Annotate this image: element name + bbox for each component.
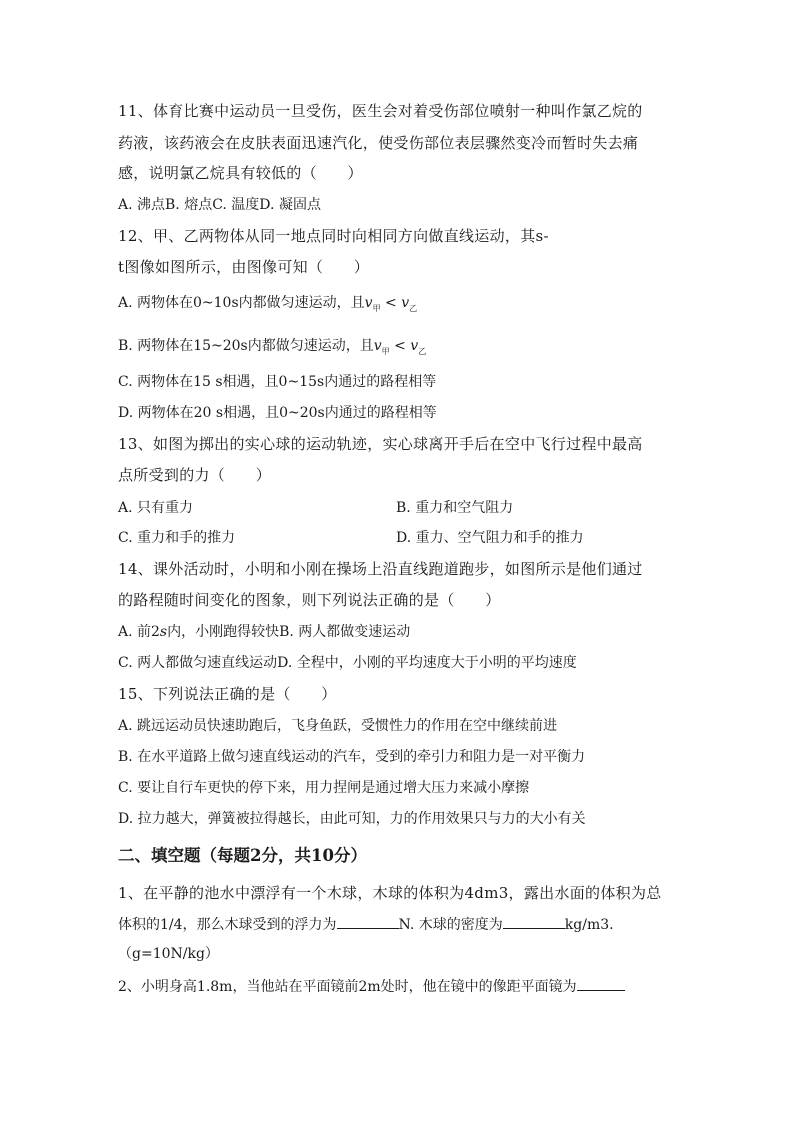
q14-options-cd: C. 两人都做匀速直线运动D. 全程中，小刚的平均速度大于小明的平均速度	[118, 655, 577, 671]
q13-stem-line1: 13、如图为掷出的实心球的运动轨迹，实心球离开手后在空中飞行过程中最高	[118, 435, 643, 453]
q11-stem-line3: 感，说明氯乙烷具有较低的（ ）	[118, 164, 363, 182]
fill1-line3: （g=10N/kg）	[118, 946, 219, 962]
velocity-symbol: $v_甲$	[364, 295, 381, 313]
q15-option-c: C. 要让自行车更快的停下来，用力捏闸是通过增大压力来减小摩擦	[118, 780, 530, 796]
q13-option-c: C. 重力和手的推力	[118, 530, 236, 546]
q11-options: A. 沸点B. 熔点C. 温度D. 凝固点	[118, 197, 321, 213]
q14-stem-line2: 的路程随时间变化的图象，则下列说法正确的是（ ）	[118, 591, 501, 609]
q15-option-b: B. 在水平道路上做匀速直线运动的汽车，受到的牵引力和阻力是一对平衡力	[118, 749, 586, 765]
q12-option-d: D. 两物体在20 s相遇，且0~20s内通过的路程相等	[118, 405, 437, 421]
section-heading: 二、填空题（每题2分，共10分）	[118, 846, 367, 865]
fill1-line1: 1、在平静的池水中漂浮有一个木球，木球的体积为4dm3，露出水面的体积为总	[118, 884, 662, 902]
q15-option-a: A. 跳远运动员快速助跑后，飞身鱼跃，受惯性力的作用在空中继续前进	[118, 718, 558, 734]
q12-stem-line2: t图像如图所示，由图像可知（ ）	[118, 258, 370, 276]
q15-option-d: D. 拉力越大，弹簧被拉得越长，由此可知，力的作用效果只与力的大小有关	[118, 811, 586, 827]
answer-blank[interactable]	[337, 914, 399, 929]
q14-stem-line1: 14、课外活动时，小明和小刚在操场上沿直线跑道跑步，如图所示是他们通过	[118, 560, 643, 578]
q13-stem-line2: 点所受到的力（ ）	[118, 466, 272, 484]
fill2-line1: 2、小明身高1.8m，当他站在平面镜前2m处时，他在镜中的像距平面镜为	[118, 976, 625, 997]
q12-option-b	[118, 336, 426, 362]
q15-stem: 15、下列说法正确的是（ ）	[118, 685, 337, 703]
answer-blank[interactable]	[577, 976, 625, 991]
q13-option-b: B. 重力和空气阻力	[396, 500, 514, 516]
q13-option-d: D. 重力、空气阻力和手的推力	[396, 530, 584, 546]
q14-options-ab: A. 前2s内，小刚跑得较快B. 两人都做变速运动	[118, 624, 411, 640]
q13-option-a: A. 只有重力	[118, 500, 194, 516]
velocity-symbol: $v_甲$	[373, 338, 390, 356]
q12-option-c: C. 两物体在15 s相遇，且0~15s内通过的路程相等	[118, 374, 437, 390]
q11-stem-line2: 药液，该药液会在皮肤表面迅速汽化，使受伤部位表层骤然变冷而暂时失去痛	[118, 134, 639, 152]
q12-option-a-text: A. 两物体在0~10s内都做匀速运动，且	[118, 295, 365, 311]
less-than-sign: <	[380, 295, 402, 311]
q12-option-b-text: B. 两物体在15~20s内都做匀速运动，且	[118, 338, 374, 354]
fill1-line2: 体积的1/4，那么木球受到的浮力为 N. 木球的密度为 kg/m3.	[118, 914, 614, 935]
q12-stem-line1: 12、甲、乙两物体从同一地点同时向相同方向做直线运动，其s-	[118, 227, 549, 245]
q11-stem-line1: 11、体育比赛中运动员一旦受伤，医生会对着受伤部位喷射一种叫作氯乙烷的	[118, 102, 643, 120]
answer-blank[interactable]	[503, 914, 565, 929]
less-than-sign: <	[389, 338, 411, 354]
q12-option-a	[118, 293, 417, 319]
velocity-symbol: $v_乙$	[410, 338, 427, 356]
velocity-symbol: $v_乙$	[401, 295, 418, 313]
